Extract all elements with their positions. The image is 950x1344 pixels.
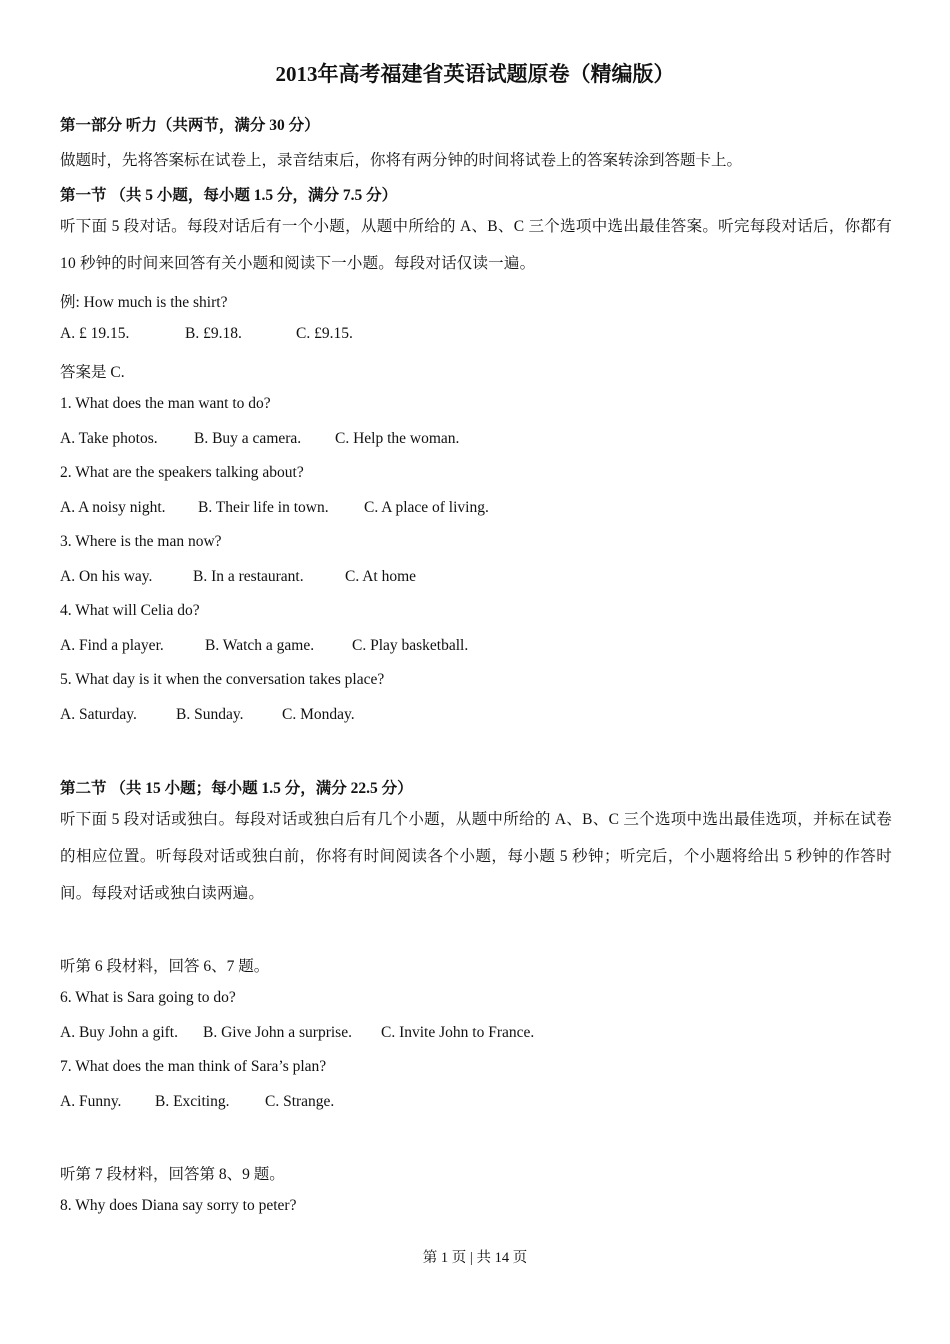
question-2: 2. What are the speakers talking about? bbox=[60, 464, 304, 481]
page-title: 2013年高考福建省英语试题原卷（精编版） bbox=[275, 62, 675, 86]
part1-heading: 第一部分 听力（共两节，满分 30 分） bbox=[60, 117, 320, 134]
question-5: 5. What day is it when the conversation takes place? bbox=[60, 671, 385, 688]
question-4-options bbox=[60, 637, 468, 655]
question-4: 4. What will Celia do? bbox=[60, 602, 200, 619]
example-option-b: B. £9.18. bbox=[185, 325, 242, 342]
question-2-options bbox=[60, 499, 489, 517]
example-option-c: C. £9.15. bbox=[296, 325, 353, 342]
option-a: A. Funny. bbox=[60, 1093, 122, 1110]
question-5-options bbox=[60, 706, 355, 724]
option-c: C. At home bbox=[345, 568, 417, 585]
option-a: A. On his way. bbox=[60, 568, 153, 585]
question-1-options bbox=[60, 430, 459, 448]
option-b: B. Exciting. bbox=[155, 1093, 230, 1110]
question-7-options bbox=[60, 1093, 334, 1111]
option-c: C. Monday. bbox=[282, 706, 355, 723]
option-a: A. A noisy night. bbox=[60, 499, 166, 516]
option-c: C. Help the woman. bbox=[335, 430, 460, 447]
option-a: A. Buy John a gift. bbox=[60, 1024, 178, 1041]
question-1: 1. What does the man want to do? bbox=[60, 395, 271, 412]
section1-heading: 第一节 （共 5 小题，每小题 1.5 分，满分 7.5 分） bbox=[60, 187, 398, 204]
question-3: 3. Where is the man now? bbox=[60, 533, 222, 550]
question-6: 6. What is Sara going to do? bbox=[60, 989, 236, 1006]
option-c: C. A place of living. bbox=[364, 499, 489, 516]
section1-instructions: 听下面 5 段对话。每段对话后有一个小题，从题中所给的 A、B、C 三个选项中选出最佳答案。听完每段对话后，你都有 10 秒钟的时间来回答有关小题和阅读下一小题。每段对话仅读一遍。 bbox=[60, 218, 892, 272]
example-question: 例: How much is the shirt? bbox=[60, 294, 228, 311]
question-6-options bbox=[60, 1024, 534, 1042]
material-7: 听第 7 段材料，回答第 8、9 题。 bbox=[60, 1166, 285, 1183]
option-b: B. In a restaurant. bbox=[193, 568, 304, 585]
option-a: A. Find a player. bbox=[60, 637, 164, 654]
option-b: B. Give John a surprise. bbox=[203, 1024, 352, 1041]
example-option-a: A. £ 19.15. bbox=[60, 325, 130, 342]
option-b: B. Sunday. bbox=[176, 706, 244, 723]
option-a: A. Saturday. bbox=[60, 706, 137, 723]
option-b: B. Buy a camera. bbox=[194, 430, 302, 447]
material-6: 听第 6 段材料，回答 6、7 题。 bbox=[60, 958, 270, 975]
part1-instructions: 做题时，先将答案标在试卷上，录音结束后，你将有两分钟的时间将试卷上的答案转涂到答题卡上。 bbox=[60, 152, 743, 169]
question-3-options bbox=[60, 568, 416, 586]
option-b: B. Their life in town. bbox=[198, 499, 329, 516]
option-a: A. Take photos. bbox=[60, 430, 158, 447]
option-c: C. Invite John to France. bbox=[381, 1024, 535, 1041]
page-footer: 第 1 页 | 共 14 页 bbox=[422, 1250, 528, 1266]
question-7: 7. What does the man think of Sara’s plan? bbox=[60, 1058, 327, 1075]
option-c: C. Play basketball. bbox=[352, 637, 469, 654]
question-8: 8. Why does Diana say sorry to peter? bbox=[60, 1197, 297, 1214]
example-options bbox=[60, 325, 353, 343]
option-c: C. Strange. bbox=[265, 1093, 335, 1110]
option-b: B. Watch a game. bbox=[205, 637, 315, 654]
section2-heading: 第二节 （共 15 小题；每小题 1.5 分，满分 22.5 分） bbox=[60, 780, 413, 797]
example-answer: 答案是 C. bbox=[60, 364, 125, 381]
section2-instructions: 听下面 5 段对话或独白。每段对话或独白后有几个小题，从题中所给的 A、B、C 三个选项中选出最佳选项，并标在试卷的相应位置。听每段对话或独白前，你将有时间阅读各个小题，每小题 5 秒钟；听完后，个小题将给出 5 秒钟的作答时间。每段对话或独白读两遍。 bbox=[60, 811, 892, 902]
